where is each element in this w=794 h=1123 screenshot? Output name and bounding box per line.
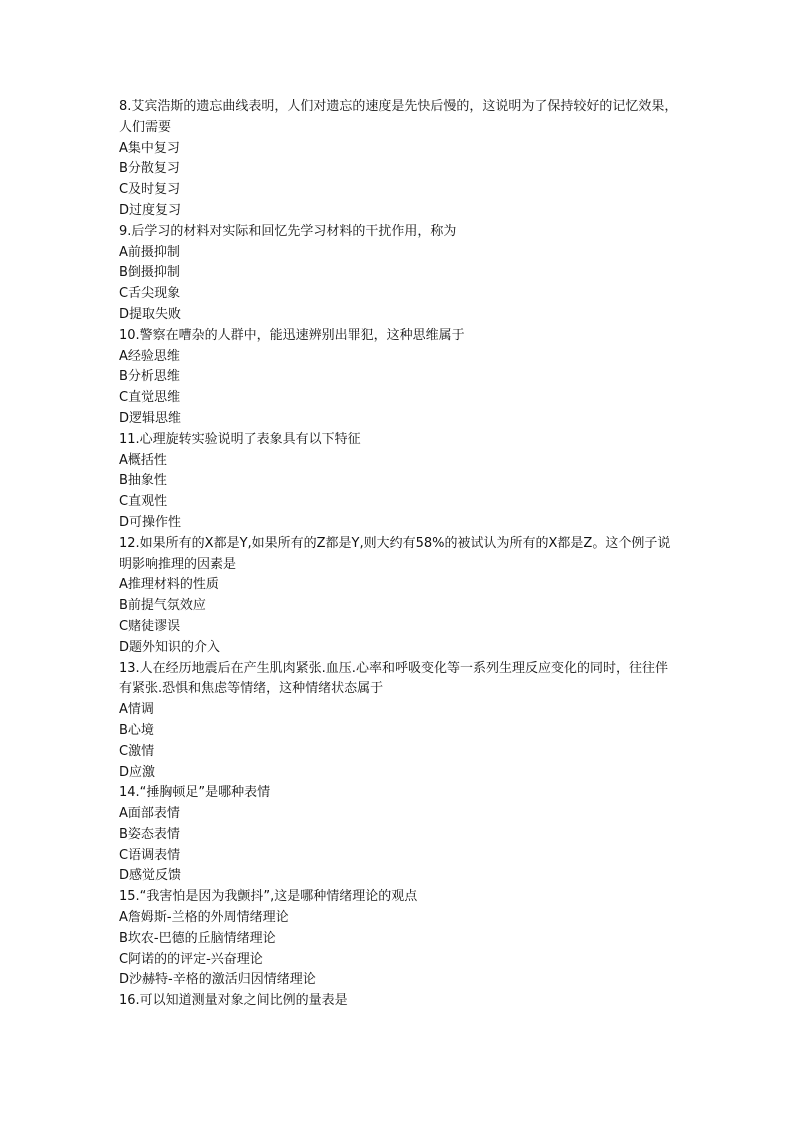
question-stem: 8.艾宾浩斯的遗忘曲线表明，人们对遗忘的速度是先快后慢的，这说明为了保持较好的记忆效果，人们需要 (119, 99, 678, 135)
option-b: B倒摄抑制 (119, 265, 180, 281)
question-9 (119, 222, 679, 326)
option-d: D逻辑思维 (119, 410, 182, 426)
question-stem: 12.如果所有的X都是Y,如果所有的Z都是Y,则大约有58%的被试认为所有的X都是Z。这个例子说明影响推理的因素是 (119, 535, 671, 572)
option-a: A概括性 (119, 452, 167, 468)
option-d: D提取失败 (119, 306, 182, 322)
question-16 (119, 991, 679, 1012)
option-b: B坎农-巴德的丘脑情绪理论 (119, 930, 276, 946)
option-c: C阿诺的的评定-兴奋理论 (119, 951, 263, 967)
option-d: D应激 (119, 764, 156, 780)
option-a: A经验思维 (119, 348, 180, 364)
document-page (119, 97, 679, 1012)
question-11 (119, 430, 679, 534)
option-a: A面部表情 (119, 806, 180, 822)
question-stem: 16.可以知道测量对象之间比例的量表是 (119, 993, 348, 1009)
question-12 (119, 534, 679, 659)
option-c: C直观性 (119, 494, 168, 510)
option-d: D感觉反馈 (119, 868, 182, 884)
option-d: D可操作性 (119, 514, 182, 530)
option-a: A集中复习 (119, 140, 180, 156)
question-stem: 9.后学习的材料对实际和回忆先学习材料的干扰作用，称为 (119, 223, 457, 239)
option-b: B心境 (119, 722, 154, 738)
question-14 (119, 783, 679, 887)
option-b: B姿态表情 (119, 826, 180, 842)
option-a: A詹姆斯-兰格的外周情绪理论 (119, 910, 289, 926)
option-b: B分散复习 (119, 161, 180, 177)
question-15 (119, 887, 679, 991)
option-d: D题外知识的介入 (119, 639, 221, 655)
option-c: C激情 (119, 743, 155, 759)
option-c: C语调表情 (119, 847, 181, 863)
question-stem: 14.“捶胸顿足”是哪种表情 (119, 785, 271, 801)
question-13 (119, 659, 679, 784)
option-a: A前摄抑制 (119, 244, 180, 260)
option-c: C赌徒谬误 (119, 618, 181, 634)
question-stem: 15.“我害怕是因为我颤抖”,这是哪种情绪理论的观点 (119, 889, 418, 905)
question-stem: 13.人在经历地震后在产生肌肉紧张.血压.心率和呼吸变化等一系列生理反应变化的同时，往往伴有紧张.恐惧和焦虑等情绪，这种情绪状态属于 (119, 660, 668, 697)
option-c: C直觉思维 (119, 390, 181, 406)
question-10 (119, 326, 679, 430)
option-b: B抽象性 (119, 473, 167, 489)
question-stem: 10.警察在嘈杂的人群中，能迅速辨别出罪犯，这种思维属于 (119, 327, 465, 343)
option-d: D沙赫特-辛格的激活归因情绪理论 (119, 972, 316, 988)
option-c: C及时复习 (119, 182, 181, 198)
option-b: B分析思维 (119, 369, 180, 385)
option-b: B前提气氛效应 (119, 598, 206, 614)
question-stem: 11.心理旋转实验说明了表象具有以下特征 (119, 431, 361, 447)
option-a: A推理材料的性质 (119, 577, 219, 593)
question-8 (119, 97, 679, 222)
option-d: D过度复习 (119, 202, 182, 218)
option-c: C舌尖现象 (119, 286, 181, 302)
option-a: A情调 (119, 702, 154, 718)
